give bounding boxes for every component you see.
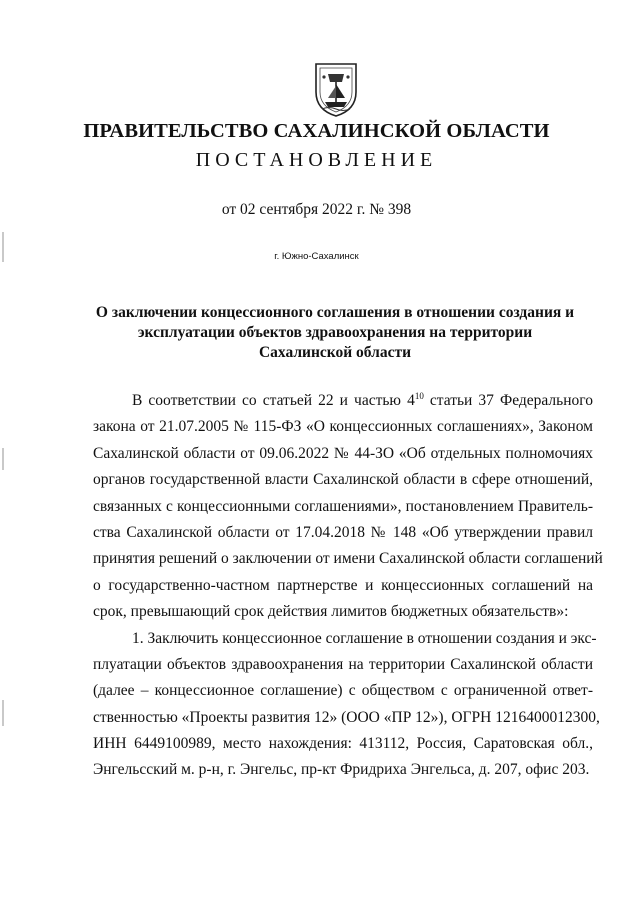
body-line [93,388,593,414]
document-place: г. Южно-Сахалинск [274,251,359,262]
superscript: 10 [414,391,424,401]
scan-edge-mark [2,700,4,726]
document-date-number: от 02 сентября 2022 г. № 398 [221,201,412,218]
body-line: ИНН 6449100989, место нахождения: 413112, Россия, Саратовская обл., [93,735,593,753]
document-body [93,388,603,784]
body-line: 1. Заключить концессионное соглашение в отношении создания и экс- [132,629,597,647]
scan-edge-mark [2,448,4,470]
body-line: Энгельсский м. р-н, г. Энгельс, пр-кт Фридриха Энгельса, д. 207, офис 203. [93,761,590,779]
body-text: статьи 37 Федерального [423,392,593,409]
body-line: закона от 21.07.2005 № 115-ФЗ «О концессионных соглашениях», Законом [93,418,593,436]
paragraph-preamble [93,388,603,626]
document-type: ПОСТАНОВЛЕНИЕ [195,149,438,171]
organization-title: ПРАВИТЕЛЬСТВО САХАЛИНСКОЙ ОБЛАСТИ [83,120,550,142]
body-line: Сахалинской области от 09.06.2022 № 44-ЗО «Об отдельных полномочиях [93,444,593,462]
body-line: органов государственной власти Сахалинской области в сфере отношений, [93,471,593,489]
coat-of-arms-icon [314,62,358,118]
body-text: В соответствии со статьей 22 и частью 4 [132,392,415,409]
body-line: ственностью «Проекты развития 12» (ООО «ПР 12»), ОГРН 1216400012300, [93,708,600,726]
document-subject [80,303,590,363]
body-line: о государственно-частном партнерстве и концессионных соглашений на [93,576,593,594]
body-line: плуатации объектов здравоохранения на территории Сахалинской области [93,655,593,673]
body-line: принятия решений о заключении от имени Сахалинской области соглашений [93,550,603,568]
body-line: срок, превышающий срок действия лимитов бюджетных обязательств»: [93,603,569,621]
body-line: (далее – концессионное соглашение) с обществом с ограниченной ответ- [93,682,593,700]
subject-line: О заключении концессионного соглашения в отношении создания и [95,304,575,321]
body-line: связанных с концессионными соглашениями», постановлением Правитель- [93,497,593,515]
body-line: ства Сахалинской области от 17.04.2018 № 148 «Об утверждении правил [93,523,593,541]
subject-line: Сахалинской области [258,344,412,361]
paragraph-item-1 [93,626,600,784]
subject-line: эксплуатации объектов здравоохранения на территории [137,324,533,341]
